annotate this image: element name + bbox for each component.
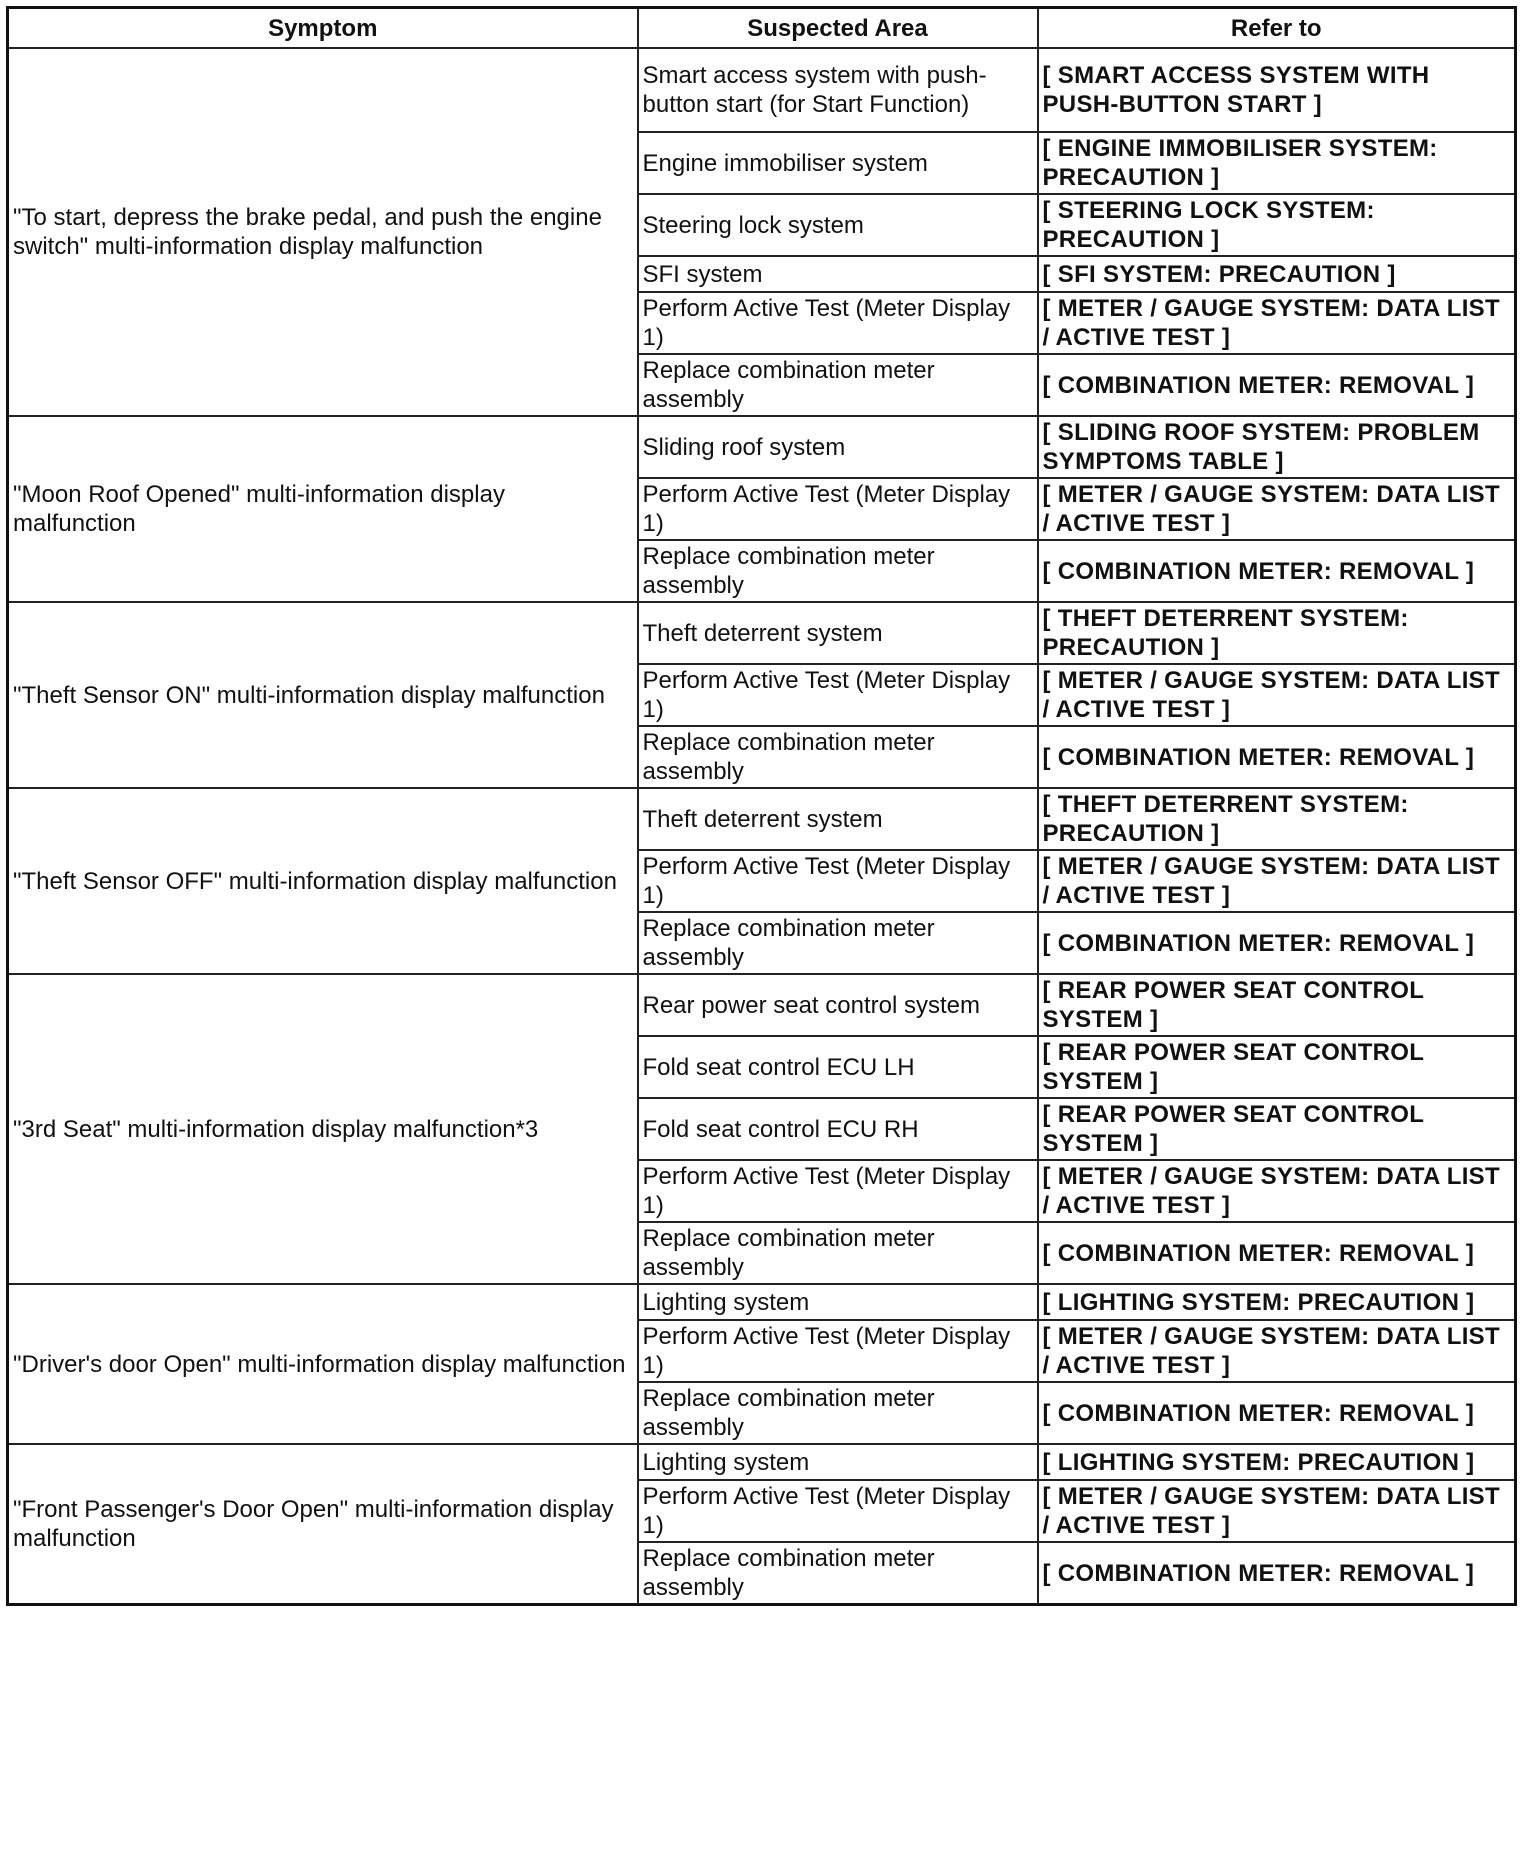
suspected-area-cell: Perform Active Test (Meter Display 1) (638, 478, 1038, 540)
refer-to-cell: [ SMART ACCESS SYSTEM WITH PUSH-BUTTON START ] (1038, 48, 1516, 132)
suspected-area-cell: Steering lock system (638, 194, 1038, 256)
refer-to-cell: [ ENGINE IMMOBILISER SYSTEM: PRECAUTION ] (1038, 132, 1516, 194)
header-symptom: Symptom (8, 8, 638, 49)
refer-to-cell: [ COMBINATION METER: REMOVAL ] (1038, 540, 1516, 602)
refer-to-cell: [ REAR POWER SEAT CONTROL SYSTEM ] (1038, 974, 1516, 1036)
refer-to-cell: [ STEERING LOCK SYSTEM: PRECAUTION ] (1038, 194, 1516, 256)
refer-to-cell: [ THEFT DETERRENT SYSTEM: PRECAUTION ] (1038, 602, 1516, 664)
suspected-area-cell: Replace combination meter assembly (638, 726, 1038, 788)
refer-to-cell: [ SLIDING ROOF SYSTEM: PROBLEM SYMPTOMS TABLE ] (1038, 416, 1516, 478)
suspected-area-cell: Theft deterrent system (638, 788, 1038, 850)
table-row (8, 48, 1516, 132)
refer-to-cell: [ COMBINATION METER: REMOVAL ] (1038, 912, 1516, 974)
suspected-area-cell: Perform Active Test (Meter Display 1) (638, 664, 1038, 726)
refer-to-cell: [ COMBINATION METER: REMOVAL ] (1038, 1542, 1516, 1605)
refer-to-cell: [ METER / GAUGE SYSTEM: DATA LIST / ACTIVE TEST ] (1038, 850, 1516, 912)
suspected-area-cell: Perform Active Test (Meter Display 1) (638, 1320, 1038, 1382)
problem-symptoms-table (6, 6, 1517, 1606)
refer-to-cell: [ LIGHTING SYSTEM: PRECAUTION ] (1038, 1284, 1516, 1320)
symptom-cell: "Front Passenger's Door Open" multi-information display malfunction (8, 1444, 638, 1605)
refer-to-cell: [ THEFT DETERRENT SYSTEM: PRECAUTION ] (1038, 788, 1516, 850)
table-body (8, 48, 1516, 1605)
suspected-area-cell: Replace combination meter assembly (638, 1222, 1038, 1284)
symptom-cell: "Moon Roof Opened" multi-information display malfunction (8, 416, 638, 602)
table-row (8, 602, 1516, 664)
header-refer-to: Refer to (1038, 8, 1516, 49)
suspected-area-cell: Rear power seat control system (638, 974, 1038, 1036)
refer-to-cell: [ METER / GAUGE SYSTEM: DATA LIST / ACTIVE TEST ] (1038, 1320, 1516, 1382)
suspected-area-cell: Theft deterrent system (638, 602, 1038, 664)
table-row (8, 1284, 1516, 1320)
header-suspected-area: Suspected Area (638, 8, 1038, 49)
refer-to-cell: [ METER / GAUGE SYSTEM: DATA LIST / ACTIVE TEST ] (1038, 664, 1516, 726)
suspected-area-cell: Perform Active Test (Meter Display 1) (638, 850, 1038, 912)
table-row (8, 416, 1516, 478)
suspected-area-cell: Replace combination meter assembly (638, 1382, 1038, 1444)
refer-to-cell: [ LIGHTING SYSTEM: PRECAUTION ] (1038, 1444, 1516, 1480)
suspected-area-cell: Lighting system (638, 1284, 1038, 1320)
refer-to-cell: [ METER / GAUGE SYSTEM: DATA LIST / ACTIVE TEST ] (1038, 1480, 1516, 1542)
symptom-cell: "Theft Sensor OFF" multi-information display malfunction (8, 788, 638, 974)
symptom-cell: "To start, depress the brake pedal, and push the engine switch" multi-information display malfunction (8, 48, 638, 416)
suspected-area-cell: Replace combination meter assembly (638, 540, 1038, 602)
refer-to-cell: [ METER / GAUGE SYSTEM: DATA LIST / ACTIVE TEST ] (1038, 1160, 1516, 1222)
refer-to-cell: [ REAR POWER SEAT CONTROL SYSTEM ] (1038, 1098, 1516, 1160)
suspected-area-cell: Perform Active Test (Meter Display 1) (638, 1480, 1038, 1542)
refer-to-cell: [ REAR POWER SEAT CONTROL SYSTEM ] (1038, 1036, 1516, 1098)
suspected-area-cell: Replace combination meter assembly (638, 912, 1038, 974)
refer-to-cell: [ METER / GAUGE SYSTEM: DATA LIST / ACTIVE TEST ] (1038, 292, 1516, 354)
symptom-cell: "Theft Sensor ON" multi-information display malfunction (8, 602, 638, 788)
refer-to-cell: [ COMBINATION METER: REMOVAL ] (1038, 1222, 1516, 1284)
suspected-area-cell: Replace combination meter assembly (638, 354, 1038, 416)
suspected-area-cell: Fold seat control ECU LH (638, 1036, 1038, 1098)
suspected-area-cell: SFI system (638, 256, 1038, 292)
symptom-cell: "3rd Seat" multi-information display malfunction*3 (8, 974, 638, 1284)
refer-to-cell: [ COMBINATION METER: REMOVAL ] (1038, 1382, 1516, 1444)
suspected-area-cell: Perform Active Test (Meter Display 1) (638, 1160, 1038, 1222)
suspected-area-cell: Replace combination meter assembly (638, 1542, 1038, 1605)
header-row (8, 8, 1516, 49)
refer-to-cell: [ COMBINATION METER: REMOVAL ] (1038, 726, 1516, 788)
table-row (8, 1444, 1516, 1480)
table-row (8, 974, 1516, 1036)
suspected-area-cell: Fold seat control ECU RH (638, 1098, 1038, 1160)
suspected-area-cell: Perform Active Test (Meter Display 1) (638, 292, 1038, 354)
suspected-area-cell: Lighting system (638, 1444, 1038, 1480)
refer-to-cell: [ COMBINATION METER: REMOVAL ] (1038, 354, 1516, 416)
table-row (8, 788, 1516, 850)
refer-to-cell: [ SFI SYSTEM: PRECAUTION ] (1038, 256, 1516, 292)
suspected-area-cell: Engine immobiliser system (638, 132, 1038, 194)
suspected-area-cell: Sliding roof system (638, 416, 1038, 478)
refer-to-cell: [ METER / GAUGE SYSTEM: DATA LIST / ACTIVE TEST ] (1038, 478, 1516, 540)
suspected-area-cell: Smart access system with push-button start (for Start Function) (638, 48, 1038, 132)
document-page (6, 6, 1514, 1606)
symptom-cell: "Driver's door Open" multi-information display malfunction (8, 1284, 638, 1444)
